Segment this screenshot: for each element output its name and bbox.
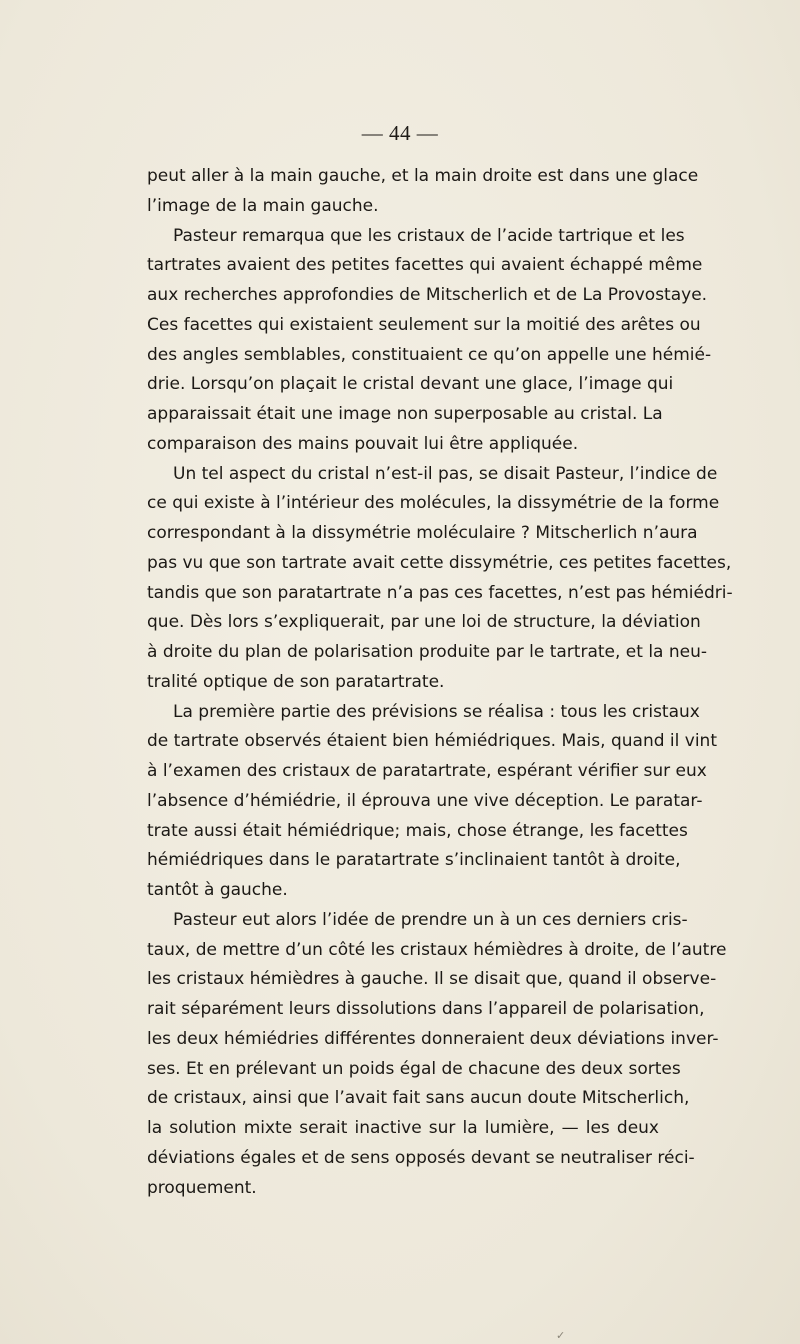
paper-speck: ✓ [556, 1329, 566, 1342]
text-line: de tartrate observés étaient bien hémiédriques. Mais, quand il vint [147, 731, 717, 752]
text-line: tandis que son paratartrate n’a pas ces facettes, n’est pas hémiédri- [147, 582, 733, 603]
text-line: ses. Et en prélevant un poids égal de chacune des deux sortes [147, 1058, 681, 1079]
text-line: pas vu que son tartrate avait cette dissymétrie, ces petites facettes, [147, 552, 732, 573]
text-line: de cristaux, ainsi que l’avait fait sans aucun doute Mitscherlich, [147, 1088, 690, 1109]
text-line: La première partie des prévisions se réalisa : tous les cristaux [173, 701, 700, 722]
body-text [147, 162, 733, 1203]
text-line: l’absence d’hémiédrie, il éprouva une vive déception. Le paratar- [147, 790, 703, 811]
text-line: rait séparément leurs dissolutions dans l’appareil de polarisation, [147, 999, 705, 1019]
text-line: aux recherches approfondies de Mitscherlich et de La Provostaye. [147, 285, 708, 305]
text-line: apparaissait était une image non superposable au cristal. La [147, 404, 663, 424]
text-line: les cristaux hémièdres à gauche. Il se disait que, quand il observe- [147, 969, 717, 990]
text-line: ce qui existe à l’intérieur des molécules, la dissymétrie de la forme [147, 493, 720, 514]
text-line: comparaison des mains pouvait lui être appliquée. [147, 433, 579, 454]
text-line: proquement. [147, 1177, 257, 1198]
text-line: Un tel aspect du cristal n’est-il pas, se disait Pasteur, l’indice de [173, 463, 718, 484]
text-line: hémiédriques dans le paratartrate s’inclinaient tantôt à droite, [147, 850, 681, 871]
text-line: peut aller à la main gauche, et la main droite est dans une glace [147, 166, 699, 186]
text-line: que. Dès lors s’expliquerait, par une loi de structure, la déviation [147, 612, 701, 633]
text-line: trate aussi était hémiédrique; mais, chose étrange, les facettes [147, 820, 688, 841]
text-line: Ces facettes qui existaient seulement sur la moitié des arêtes ou [147, 314, 701, 335]
text-line: l’image de la main gauche. [147, 195, 379, 216]
text-line: correspondant à la dissymétrie moléculaire ? Mitscherlich n’aura [147, 523, 698, 543]
text-line: déviations égales et de sens opposés devant se neutraliser réci- [147, 1147, 695, 1168]
text-line: la solution mixte serait inactive sur la lumière, — les deux [147, 1118, 659, 1138]
text-line: des angles semblables, constituaient ce qu’on appelle une hémié- [147, 344, 712, 365]
text-line: tralité optique de son paratartrate. [147, 671, 445, 692]
text-line: tantôt à gauche. [147, 880, 288, 900]
text-line: Pasteur eut alors l’idée de prendre un à un ces derniers cris- [173, 909, 688, 930]
text-line: à l’examen des cristaux de paratartrate, espérant vérifier sur eux [147, 761, 707, 781]
text-line: à droite du plan de polarisation produite par le tartrate, et la neu- [147, 642, 708, 662]
text-line: taux, de mettre d’un côté les cristaux hémièdres à droite, de l’autre [147, 939, 727, 960]
page-number: — 44 — [361, 121, 439, 145]
text-line: tartrates avaient des petites facettes qui avaient échappé même [147, 255, 703, 276]
text-line: drie. Lorsqu’on plaçait le cristal devant une glace, l’image qui [147, 374, 674, 395]
text-line: Pasteur remarqua que les cristaux de l’acide tartrique et les [173, 225, 685, 246]
text-line: les deux hémiédries différentes donneraient deux déviations inver- [147, 1028, 719, 1049]
